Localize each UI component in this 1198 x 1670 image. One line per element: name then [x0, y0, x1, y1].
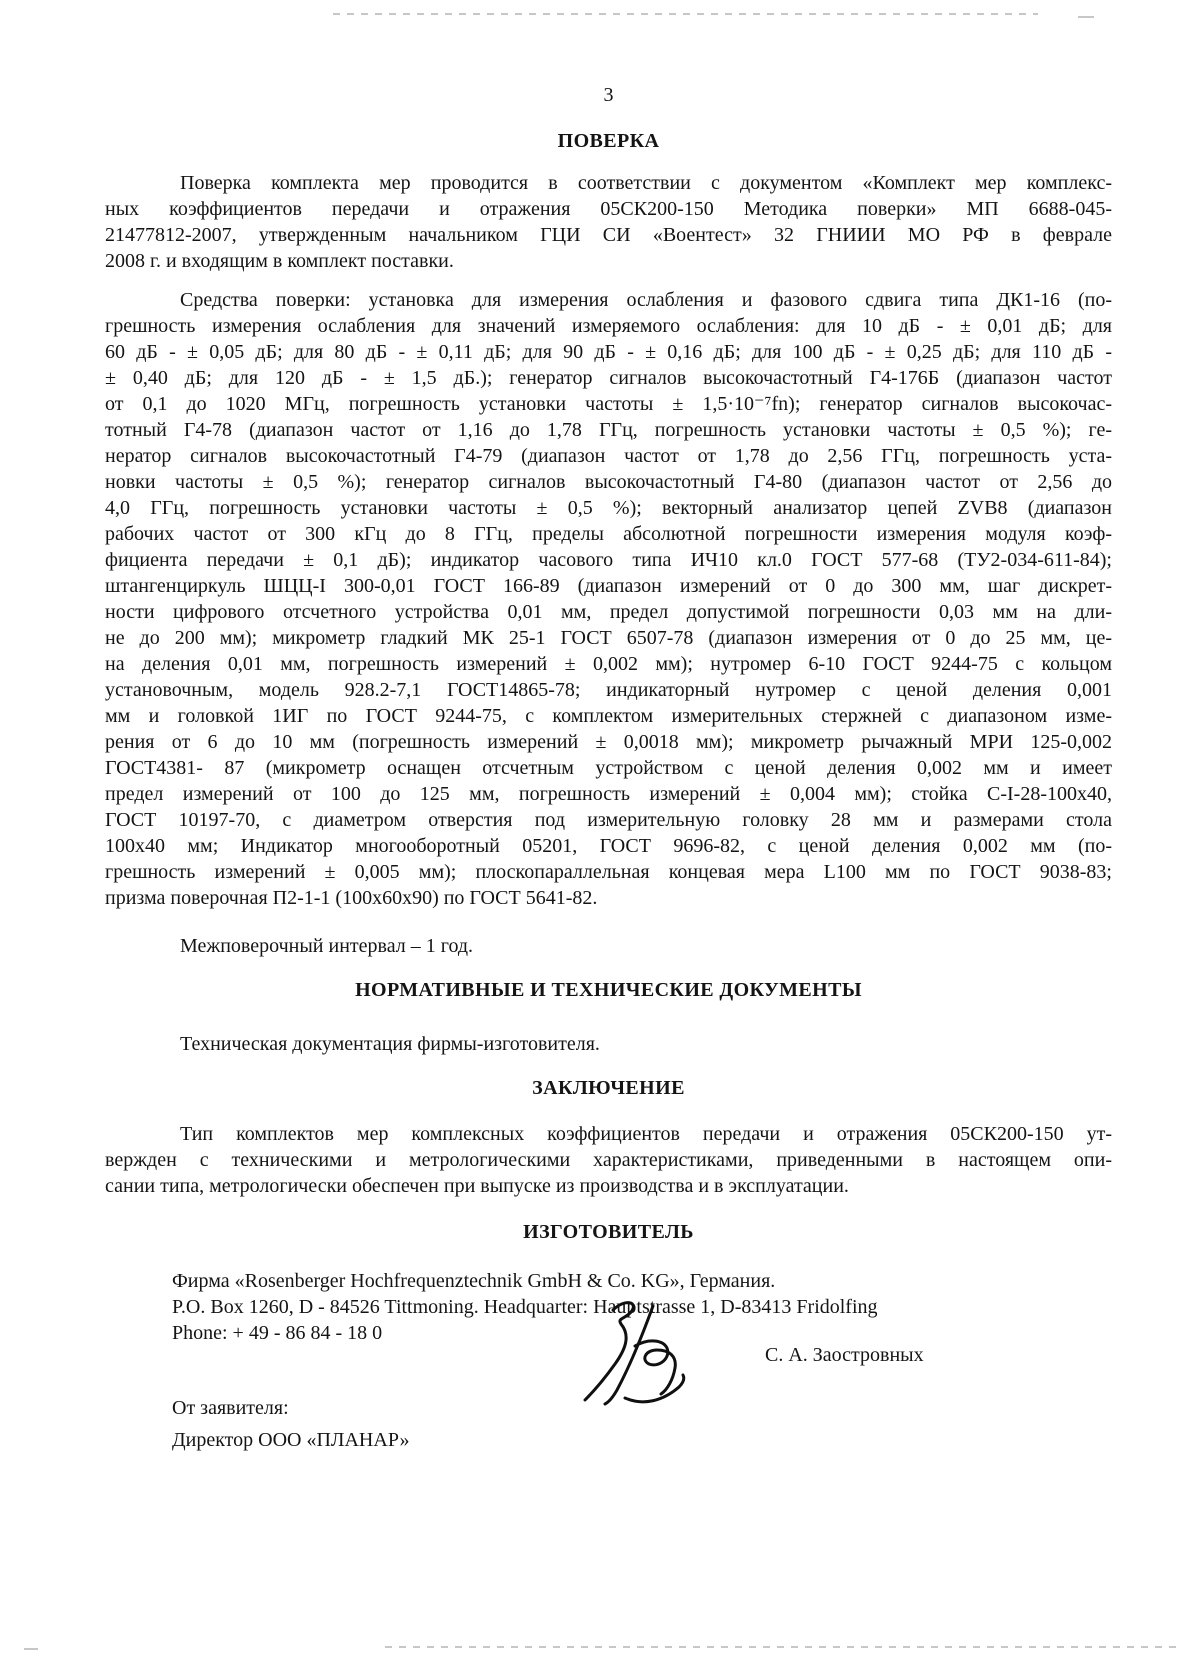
text-line: ГОСТ4381- 87 (микрометр оснащен отсчетным устройством с ценой деления 0,002 мм и имеет [105, 757, 1112, 779]
scan-artifact-top-line [333, 13, 1038, 15]
text-line: Средства поверки: установка для измерения ослабления и фазового сдвига типа ДК1-16 (по- [180, 289, 1112, 311]
text-line: грешность измерений ± 0,005 мм); плоскопараллельная концевая мера L100 мм по ГОСТ 9038-83; [105, 861, 1112, 883]
text-line: установочным, модель 928.2-7,1 ГОСТ14865-78; индикаторный нутромер с ценой деления 0,001 [105, 679, 1112, 701]
text-line: рабочих частот от 300 кГц до 8 ГГц, пределы абсолютной погрешности измерения модуля коэф- [105, 523, 1112, 545]
text-line: мм и головкой 1ИГ по ГОСТ 9244-75, с комплектом измерительных стержней с диапазоном изме- [105, 705, 1112, 727]
text-line: 60 дБ - ± 0,05 дБ; для 80 дБ - ± 0,11 дБ; для 90 дБ - ± 0,16 дБ; для 100 дБ - ± 0,25 дБ; для 110 дБ - [105, 341, 1112, 363]
text-line: призма поверочная П2-1-1 (100х60х90) по ГОСТ 5641-82. [105, 887, 598, 909]
text-line: 4,0 ГГц, погрешность установки частоты ± 0,5 %); векторный анализатор цепей ZVB8 (диапазон [105, 497, 1112, 519]
text-line: Phone: + 49 - 86 84 - 18 0 [172, 1322, 383, 1344]
heading-zaklyuchenie: ЗАКЛЮЧЕНИЕ [532, 1077, 685, 1099]
text-line: 2008 г. и входящим в комплект поставки. [105, 250, 454, 272]
text-line: новки частоты ± 0,5 %); генератор сигналов высокочастотный Г4-80 (диапазон частот от 2,56 до [105, 471, 1112, 493]
text-line: тотный Г4-78 (диапазон частот от 1,16 до 1,78 ГГц, погрешность установки частоты ± 0,5 %); ге- [105, 419, 1112, 441]
text-line: ± 0,40 дБ; для 120 дБ - ± 1,5 дБ.); генератор сигналов высокочастотный Г4-176Б (диапазон частот [105, 367, 1112, 389]
paragraph-zaklyuchenie [105, 1121, 1112, 1199]
text-line: ных коэффициентов передачи и отражения 05СК200-150 Методика поверки» МП 6688-045- [105, 198, 1112, 220]
text-line: Поверка комплекта мер проводится в соответствии с документом «Комплект мер комплекс- [180, 172, 1112, 194]
signature-area [105, 1346, 1112, 1516]
text-line: вержден с техническими и метрологическими характеристиками, приведенными в настоящем опи- [105, 1149, 1112, 1171]
text-line: штангенциркуль ШЦЦ-I 300-0,01 ГОСТ 166-89 (диапазон измерений от 0 до 300 мм, шаг дискрет- [105, 575, 1112, 597]
text-line: фициента передачи ± 0,1 дБ); индикатор часового типа ИЧ10 кл.0 ГОСТ 577-68 (ТУ2-034-611-84); [105, 549, 1112, 571]
page-number: 3 [603, 84, 614, 106]
text-line: Тип комплектов мер комплексных коэффициентов передачи и отражения 05СК200-150 ут- [180, 1123, 1112, 1145]
text-line: Фирма «Rosenberger Hochfrequenztechnik GmbH & Co. KG», Германия. [172, 1270, 776, 1292]
text-line: предел измерений от 100 до 125 мм, погрешность измерений ± 0,004 мм); стойка С-I-28-100х40, [105, 783, 1112, 805]
label-director: Директор ООО «ПЛАНАР» [172, 1429, 410, 1451]
note-interval: Межповерочный интервал – 1 год. [180, 935, 474, 957]
text-line: сании типа, метрологически обеспечен при выпуске из производства и в эксплуатации. [105, 1175, 849, 1197]
paragraph-poverka-sredstva [105, 287, 1112, 911]
heading-poverka: ПОВЕРКА [557, 130, 660, 152]
text-line: на деления 0,01 мм, погрешность измерений ± 0,002 мм); нутромер 6-10 ГОСТ 9244-75 с кольцом [105, 653, 1112, 675]
text-line: ности цифрового отсчетного устройства 0,01 мм, предел допустимой погрешности 0,03 мм на дли- [105, 601, 1112, 623]
signatory-name: С. А. Заостровных [765, 1344, 924, 1366]
paragraph-poverka-intro [105, 170, 1112, 274]
text-line: 21477812-2007, утвержденным начальником ГЦИ СИ «Воентест» 32 ГНИИИ МО РФ в феврале [105, 224, 1112, 246]
text-line: нератор сигналов высокочастотный Г4-79 (диапазон частот от 1,78 до 2,56 ГГц, погрешность уста- [105, 445, 1112, 467]
text-line: не до 200 мм); микрометр гладкий МК 25-1 ГОСТ 6507-78 (диапазон измерения от 0 до 25 мм, це- [105, 627, 1112, 649]
label-from-applicant: От заявителя: [172, 1397, 289, 1419]
paragraph-tech-doc: Техническая документация фирмы-изготовителя. [180, 1033, 600, 1055]
signature-image [575, 1298, 710, 1416]
heading-izgotovitel: ИЗГОТОВИТЕЛЬ [523, 1221, 694, 1243]
text-line: от 0,1 до 1020 МГц, погрешность установки частоты ± 1,5·10⁻⁷fn); генератор сигналов высокочас- [105, 393, 1112, 415]
text-line: рения от 6 до 10 мм (погрешность измерений ± 0,0018 мм); микрометр рычажный МРИ 125-0,002 [105, 731, 1112, 753]
scan-artifact-bottom-line [385, 1646, 1180, 1648]
scan-artifact-bottom-dash [24, 1648, 38, 1650]
text-line: грешность измерения ослабления для значений измеряемого ослабления: для 10 дБ - ± 0,01 дБ; для [105, 315, 1112, 337]
scan-artifact-top-dash [1078, 16, 1094, 18]
text-line: 100х40 мм; Индикатор многооборотный 05201, ГОСТ 9696-82, с ценой деления 0,002 мм (по- [105, 835, 1112, 857]
text-line: ГОСТ 10197-70, с диаметром отверстия под измерительную головку 28 мм и размерами стола [105, 809, 1112, 831]
heading-normative-docs: НОРМАТИВНЫЕ И ТЕХНИЧЕСКИЕ ДОКУМЕНТЫ [355, 979, 862, 1001]
page-content [105, 70, 1112, 1516]
text-line: P.O. Box 1260, D - 84526 Tittmoning. Headquarter: Hauptstrasse 1, D-83413 Fridolfing [172, 1296, 878, 1318]
